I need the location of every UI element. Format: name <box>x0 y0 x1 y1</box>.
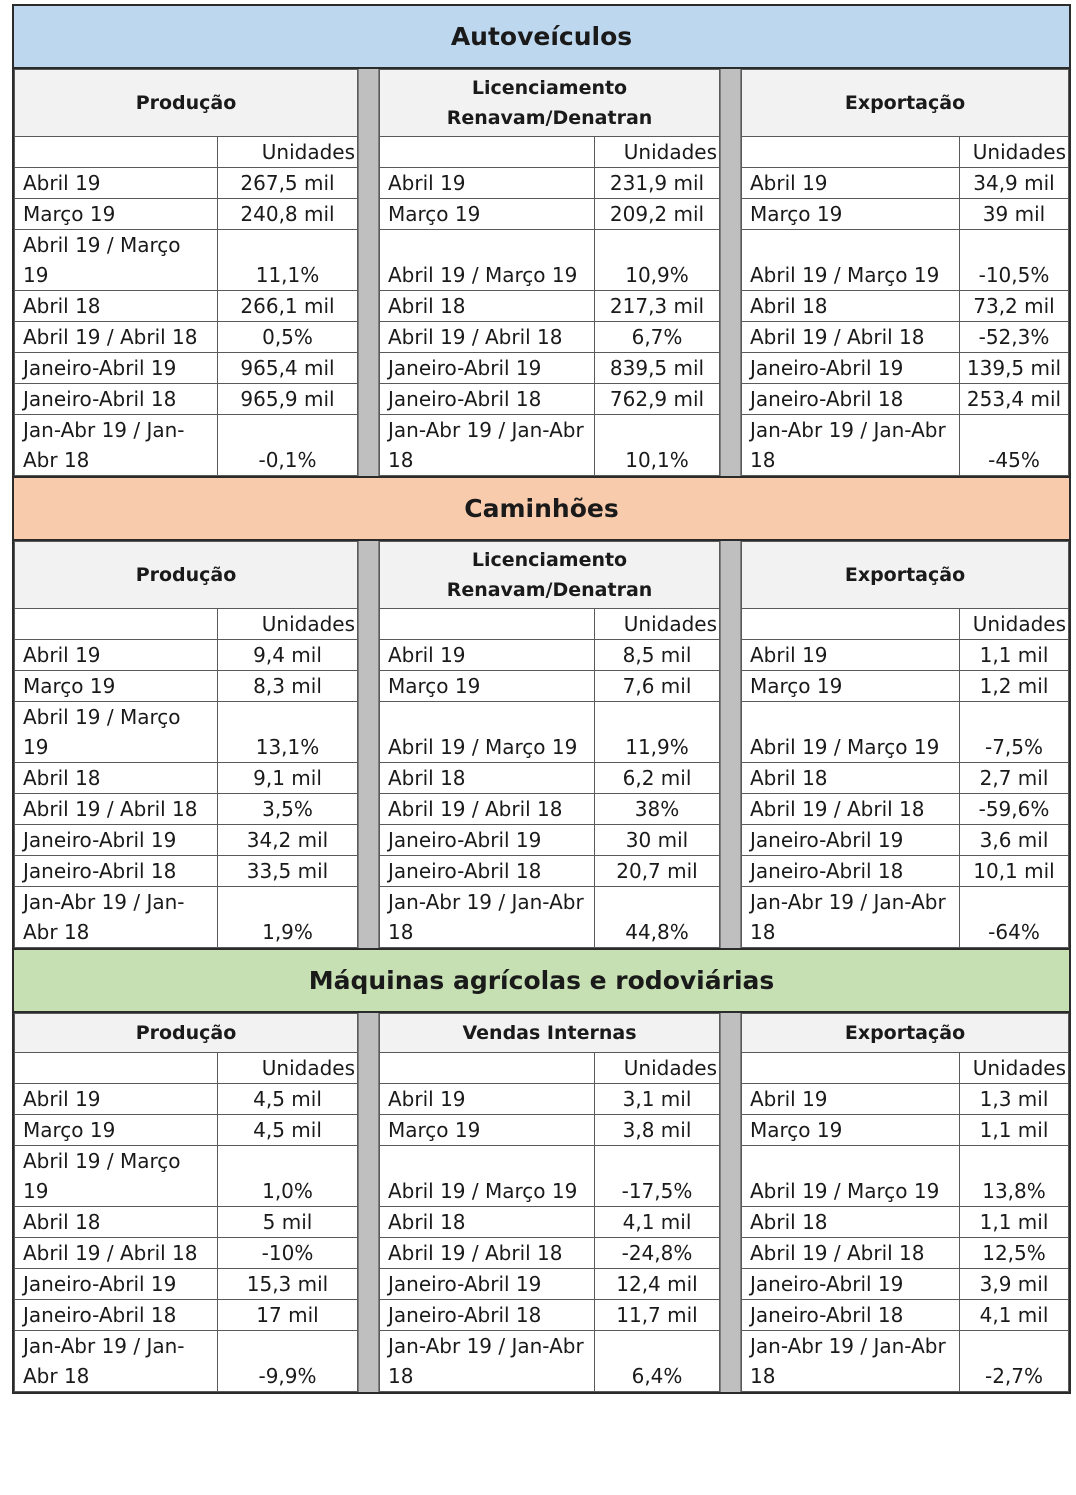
column-header-line: Licenciamento <box>471 549 628 571</box>
table-row <box>742 1269 1069 1300</box>
row-label: Abril 19 / Março 19 <box>380 230 595 291</box>
table-row <box>742 291 1069 322</box>
data-table <box>14 1013 358 1392</box>
data-column <box>379 541 720 948</box>
row-value: -59,6% <box>960 794 1069 825</box>
table-row <box>15 825 358 856</box>
row-value: 6,7% <box>595 322 720 353</box>
table-row <box>380 1146 720 1207</box>
row-value: 1,1 mil <box>960 1207 1069 1238</box>
row-value: 15,3 mil <box>218 1269 358 1300</box>
row-label: Janeiro-Abril 19 <box>380 1269 595 1300</box>
data-table <box>379 541 720 948</box>
section-title: Máquinas agrícolas e rodoviárias <box>12 948 1071 1011</box>
blank-cell <box>15 1053 218 1084</box>
column-header-line: Produção <box>135 92 237 114</box>
column-header-line: Exportação <box>844 1022 966 1044</box>
row-label: Jan-Abr 19 / Jan-Abr 18 <box>742 887 960 948</box>
data-table <box>14 69 358 476</box>
blank-cell <box>15 137 218 168</box>
table-row <box>742 887 1069 948</box>
table-row <box>380 168 720 199</box>
column-header <box>742 70 1069 137</box>
row-label: Abril 18 <box>15 291 218 322</box>
row-value: 20,7 mil <box>595 856 720 887</box>
row-value: 11,7 mil <box>595 1300 720 1331</box>
row-label: Abril 19 / Abril 18 <box>380 794 595 825</box>
row-label: Abril 18 <box>15 1207 218 1238</box>
row-label: Janeiro-Abril 18 <box>380 1300 595 1331</box>
row-value: 30 mil <box>595 825 720 856</box>
blank-cell <box>380 137 595 168</box>
row-value: -9,9% <box>218 1331 358 1392</box>
row-label: Março 19 <box>742 1115 960 1146</box>
row-label: Abril 18 <box>380 763 595 794</box>
unit-label: Unidades <box>960 1053 1069 1084</box>
table-row <box>15 291 358 322</box>
table-row <box>15 640 358 671</box>
column-header <box>380 70 720 137</box>
unit-label: Unidades <box>960 609 1069 640</box>
row-value: 4,5 mil <box>218 1115 358 1146</box>
table-row <box>380 1300 720 1331</box>
row-value: 1,9% <box>218 887 358 948</box>
row-value: 1,2 mil <box>960 671 1069 702</box>
row-label: Abril 19 / Abril 18 <box>742 794 960 825</box>
row-label: Janeiro-Abril 18 <box>15 1300 218 1331</box>
table-row <box>742 353 1069 384</box>
table-row <box>380 825 720 856</box>
row-label: Abril 18 <box>15 763 218 794</box>
row-label: Abril 18 <box>742 763 960 794</box>
row-label: Abril 18 <box>380 1207 595 1238</box>
table-row <box>742 671 1069 702</box>
row-value: 2,7 mil <box>960 763 1069 794</box>
column-header <box>742 542 1069 609</box>
row-value: 209,2 mil <box>595 199 720 230</box>
row-label: Abril 18 <box>742 1207 960 1238</box>
unit-label: Unidades <box>595 137 720 168</box>
row-value: 3,5% <box>218 794 358 825</box>
column-header-line: Renavam/Denatran <box>446 107 653 129</box>
table-row <box>380 415 720 476</box>
data-table <box>14 541 358 948</box>
row-label: Abril 19 / Abril 18 <box>742 1238 960 1269</box>
section-title: Autoveículos <box>12 4 1071 67</box>
row-label: Jan-Abr 19 / Jan-Abr 18 <box>15 1331 218 1392</box>
table-row <box>380 291 720 322</box>
row-value: 253,4 mil <box>960 384 1069 415</box>
row-label: Abril 19 / Abril 18 <box>15 322 218 353</box>
row-value: 4,5 mil <box>218 1084 358 1115</box>
section-columns <box>12 67 1071 476</box>
table-row <box>15 384 358 415</box>
row-label: Abril 19 / Março 19 <box>380 1146 595 1207</box>
row-label: Janeiro-Abril 18 <box>742 384 960 415</box>
row-label: Janeiro-Abril 18 <box>742 856 960 887</box>
row-value: -2,7% <box>960 1331 1069 1392</box>
row-value: 39 mil <box>960 199 1069 230</box>
row-value: 267,5 mil <box>218 168 358 199</box>
data-column <box>14 1013 358 1392</box>
row-value: 240,8 mil <box>218 199 358 230</box>
row-value: 1,0% <box>218 1146 358 1207</box>
data-table <box>741 1013 1069 1392</box>
row-value: 33,5 mil <box>218 856 358 887</box>
table-row <box>15 1207 358 1238</box>
row-label: Jan-Abr 19 / Jan-Abr 18 <box>380 415 595 476</box>
row-value: -64% <box>960 887 1069 948</box>
row-label: Abril 19 <box>15 1084 218 1115</box>
table-row <box>15 763 358 794</box>
row-label: Abril 19 <box>15 168 218 199</box>
row-label: Janeiro-Abril 19 <box>742 1269 960 1300</box>
table-row <box>380 199 720 230</box>
row-value: 1,1 mil <box>960 1115 1069 1146</box>
row-value: 5 mil <box>218 1207 358 1238</box>
table-row <box>380 887 720 948</box>
row-value: 12,5% <box>960 1238 1069 1269</box>
row-value: -24,8% <box>595 1238 720 1269</box>
row-value: 10,1 mil <box>960 856 1069 887</box>
row-value: 11,9% <box>595 702 720 763</box>
table-row <box>380 1084 720 1115</box>
row-value: 0,5% <box>218 322 358 353</box>
blank-cell <box>15 609 218 640</box>
table-row <box>15 1238 358 1269</box>
row-value: 12,4 mil <box>595 1269 720 1300</box>
row-value: 17 mil <box>218 1300 358 1331</box>
data-table <box>741 541 1069 948</box>
table-row <box>742 322 1069 353</box>
row-label: Abril 19 / Março 19 <box>742 230 960 291</box>
table-row <box>380 1331 720 1392</box>
table-row <box>15 415 358 476</box>
table-row <box>15 856 358 887</box>
row-value: 6,2 mil <box>595 763 720 794</box>
table-row <box>380 384 720 415</box>
row-value: 34,2 mil <box>218 825 358 856</box>
data-column <box>741 1013 1069 1392</box>
column-header-line: Renavam/Denatran <box>446 579 653 601</box>
row-label: Março 19 <box>15 199 218 230</box>
row-label: Janeiro-Abril 19 <box>380 353 595 384</box>
row-label: Março 19 <box>742 199 960 230</box>
table-row <box>380 671 720 702</box>
row-label: Jan-Abr 19 / Jan-Abr 18 <box>742 415 960 476</box>
table-row <box>15 1269 358 1300</box>
column-header <box>15 70 358 137</box>
table-row <box>15 794 358 825</box>
unit-label: Unidades <box>595 1053 720 1084</box>
table-row <box>380 763 720 794</box>
column-separator <box>358 541 379 948</box>
row-label: Jan-Abr 19 / Jan-Abr 18 <box>380 1331 595 1392</box>
table-row <box>15 1331 358 1392</box>
row-label: Janeiro-Abril 19 <box>742 825 960 856</box>
row-value: 10,1% <box>595 415 720 476</box>
row-value: 8,3 mil <box>218 671 358 702</box>
data-table <box>379 69 720 476</box>
table-row <box>15 1300 358 1331</box>
table-row <box>15 1084 358 1115</box>
row-value: 217,3 mil <box>595 291 720 322</box>
row-label: Abril 19 <box>742 1084 960 1115</box>
section-title: Caminhões <box>12 476 1071 539</box>
table-row <box>15 1115 358 1146</box>
table-row <box>742 230 1069 291</box>
table-row <box>15 230 358 291</box>
row-value: 13,8% <box>960 1146 1069 1207</box>
column-header-line: Exportação <box>844 92 966 114</box>
row-label: Janeiro-Abril 19 <box>15 825 218 856</box>
row-label: Abril 19 <box>742 640 960 671</box>
row-label: Abril 19 / Abril 18 <box>742 322 960 353</box>
row-value: 73,2 mil <box>960 291 1069 322</box>
unit-label: Unidades <box>960 137 1069 168</box>
row-value: 34,9 mil <box>960 168 1069 199</box>
data-table <box>741 69 1069 476</box>
row-label: Abril 19 <box>742 168 960 199</box>
row-label: Janeiro-Abril 19 <box>15 353 218 384</box>
unit-label: Unidades <box>218 1053 358 1084</box>
data-column <box>741 69 1069 476</box>
table-row <box>380 230 720 291</box>
table-row <box>380 353 720 384</box>
column-separator <box>720 541 741 948</box>
row-label: Abril 19 <box>380 640 595 671</box>
row-label: Março 19 <box>380 1115 595 1146</box>
table-row <box>742 199 1069 230</box>
table-row <box>380 1115 720 1146</box>
row-value: -0,1% <box>218 415 358 476</box>
column-separator <box>720 69 741 476</box>
row-value: 139,5 mil <box>960 353 1069 384</box>
table-row <box>15 702 358 763</box>
row-value: 965,9 mil <box>218 384 358 415</box>
row-value: 7,6 mil <box>595 671 720 702</box>
row-value: 4,1 mil <box>595 1207 720 1238</box>
column-header-line: Produção <box>135 564 237 586</box>
table-row <box>380 322 720 353</box>
table-row <box>742 1238 1069 1269</box>
table-row <box>15 671 358 702</box>
row-value: 44,8% <box>595 887 720 948</box>
table-row <box>742 763 1069 794</box>
row-value: 11,1% <box>218 230 358 291</box>
column-header <box>380 542 720 609</box>
row-label: Abril 19 / Março 19 <box>742 702 960 763</box>
row-value: 4,1 mil <box>960 1300 1069 1331</box>
row-value: -52,3% <box>960 322 1069 353</box>
data-column <box>741 541 1069 948</box>
row-value: 1,3 mil <box>960 1084 1069 1115</box>
row-label: Abril 19 / Março 19 <box>15 702 218 763</box>
row-label: Jan-Abr 19 / Jan-Abr 18 <box>742 1331 960 1392</box>
table-row <box>742 1331 1069 1392</box>
table-row <box>15 199 358 230</box>
row-label: Janeiro-Abril 18 <box>15 856 218 887</box>
row-label: Abril 19 / Março 19 <box>15 1146 218 1207</box>
row-label: Janeiro-Abril 19 <box>742 353 960 384</box>
column-header <box>742 1014 1069 1053</box>
row-value: 1,1 mil <box>960 640 1069 671</box>
table-row <box>380 794 720 825</box>
row-value: 3,8 mil <box>595 1115 720 1146</box>
unit-label: Unidades <box>218 137 358 168</box>
blank-cell <box>742 609 960 640</box>
table-row <box>742 1115 1069 1146</box>
table-row <box>380 1207 720 1238</box>
table-row <box>15 322 358 353</box>
unit-label: Unidades <box>595 609 720 640</box>
row-value: -45% <box>960 415 1069 476</box>
table-row <box>742 1300 1069 1331</box>
data-table <box>379 1013 720 1392</box>
row-label: Abril 18 <box>742 291 960 322</box>
row-value: 38% <box>595 794 720 825</box>
row-value: 965,4 mil <box>218 353 358 384</box>
row-value: 3,6 mil <box>960 825 1069 856</box>
row-label: Janeiro-Abril 19 <box>380 825 595 856</box>
table-row <box>15 353 358 384</box>
row-label: Jan-Abr 19 / Jan-Abr 18 <box>380 887 595 948</box>
blank-cell <box>742 1053 960 1084</box>
table-row <box>15 887 358 948</box>
table-row <box>15 1146 358 1207</box>
row-label: Janeiro-Abril 18 <box>380 856 595 887</box>
blank-cell <box>742 137 960 168</box>
row-label: Janeiro-Abril 18 <box>742 1300 960 1331</box>
table-row <box>380 856 720 887</box>
table-row <box>380 640 720 671</box>
column-header-line: Vendas Internas <box>462 1022 637 1044</box>
blank-cell <box>380 1053 595 1084</box>
column-header <box>15 542 358 609</box>
row-label: Abril 19 / Abril 18 <box>380 1238 595 1269</box>
table-row <box>15 168 358 199</box>
row-value: 8,5 mil <box>595 640 720 671</box>
row-value: 13,1% <box>218 702 358 763</box>
statistics-sheet <box>12 4 1071 1394</box>
section-columns <box>12 1011 1071 1394</box>
row-label: Jan-Abr 19 / Jan-Abr 18 <box>15 415 218 476</box>
table-row <box>742 168 1069 199</box>
row-label: Março 19 <box>15 1115 218 1146</box>
table-row <box>742 1084 1069 1115</box>
row-label: Janeiro-Abril 18 <box>15 384 218 415</box>
column-header <box>380 1014 720 1053</box>
table-row <box>742 702 1069 763</box>
row-label: Janeiro-Abril 18 <box>380 384 595 415</box>
row-value: 6,4% <box>595 1331 720 1392</box>
table-row <box>380 1238 720 1269</box>
table-row <box>742 794 1069 825</box>
row-label: Abril 19 / Abril 18 <box>15 1238 218 1269</box>
column-separator <box>358 1013 379 1392</box>
data-column <box>14 69 358 476</box>
data-column <box>379 1013 720 1392</box>
row-label: Março 19 <box>15 671 218 702</box>
column-header <box>15 1014 358 1053</box>
row-label: Abril 19 / Abril 18 <box>380 322 595 353</box>
data-column <box>379 69 720 476</box>
column-separator <box>358 69 379 476</box>
row-label: Abril 19 / Abril 18 <box>15 794 218 825</box>
column-header-line: Produção <box>135 1022 237 1044</box>
blank-cell <box>380 609 595 640</box>
row-label: Março 19 <box>380 199 595 230</box>
table-row <box>742 825 1069 856</box>
row-label: Abril 19 <box>380 168 595 199</box>
row-label: Abril 19 / Março 19 <box>742 1146 960 1207</box>
row-value: -7,5% <box>960 702 1069 763</box>
table-row <box>742 640 1069 671</box>
row-value: 9,1 mil <box>218 763 358 794</box>
row-value: 231,9 mil <box>595 168 720 199</box>
row-value: -10,5% <box>960 230 1069 291</box>
column-header-line: Licenciamento <box>471 77 628 99</box>
row-value: -10% <box>218 1238 358 1269</box>
table-row <box>742 1146 1069 1207</box>
row-value: 9,4 mil <box>218 640 358 671</box>
row-label: Abril 19 / Março 19 <box>380 702 595 763</box>
table-row <box>742 856 1069 887</box>
unit-label: Unidades <box>218 609 358 640</box>
row-value: -17,5% <box>595 1146 720 1207</box>
table-row <box>742 415 1069 476</box>
row-value: 839,5 mil <box>595 353 720 384</box>
table-row <box>380 702 720 763</box>
row-label: Março 19 <box>742 671 960 702</box>
column-header-line: Exportação <box>844 564 966 586</box>
row-label: Janeiro-Abril 19 <box>15 1269 218 1300</box>
section-columns <box>12 539 1071 948</box>
row-label: Abril 19 <box>15 640 218 671</box>
table-row <box>742 1207 1069 1238</box>
row-label: Abril 19 / Março 19 <box>15 230 218 291</box>
row-value: 10,9% <box>595 230 720 291</box>
row-value: 266,1 mil <box>218 291 358 322</box>
row-label: Março 19 <box>380 671 595 702</box>
row-label: Abril 18 <box>380 291 595 322</box>
table-row <box>742 384 1069 415</box>
row-label: Jan-Abr 19 / Jan-Abr 18 <box>15 887 218 948</box>
data-column <box>14 541 358 948</box>
column-separator <box>720 1013 741 1392</box>
row-value: 3,1 mil <box>595 1084 720 1115</box>
row-label: Abril 19 <box>380 1084 595 1115</box>
row-value: 3,9 mil <box>960 1269 1069 1300</box>
row-value: 762,9 mil <box>595 384 720 415</box>
table-row <box>380 1269 720 1300</box>
